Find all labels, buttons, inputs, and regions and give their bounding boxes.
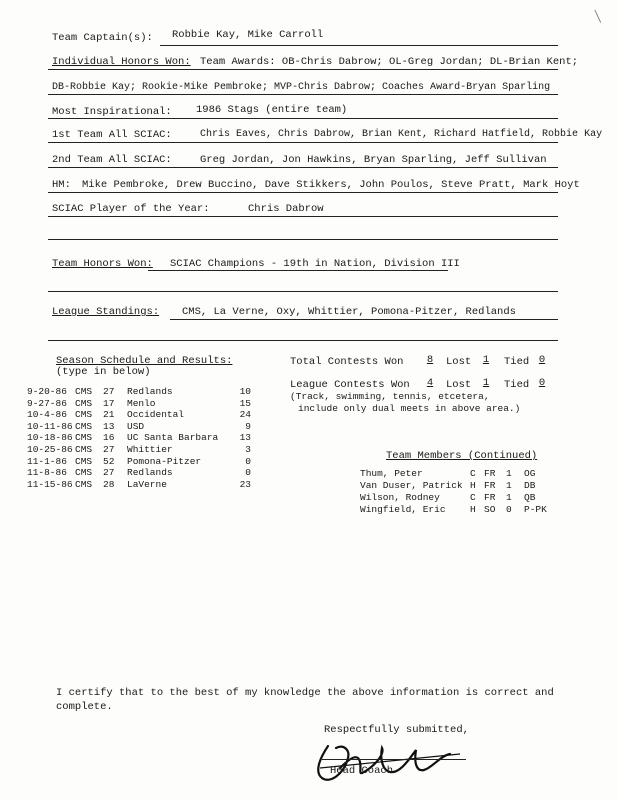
- signature: [300, 728, 470, 786]
- game-opponent: USD: [127, 420, 145, 432]
- league-lost-label: Lost: [446, 379, 472, 391]
- certify-line2: complete.: [56, 701, 113, 713]
- schedule-row: [27, 456, 251, 468]
- game-opp-score: 13: [239, 432, 251, 444]
- game-opp-score: 0: [245, 467, 251, 479]
- total-won: 8: [426, 354, 434, 366]
- league-won: 4: [426, 377, 434, 389]
- member-name: Wilson, Rodney: [360, 492, 440, 503]
- team-captain-label: Team Captain(s):: [52, 32, 153, 44]
- game-date: 11-15-86: [27, 478, 73, 490]
- member-class: FR: [484, 468, 496, 479]
- rule: [48, 142, 558, 143]
- individual-honors-line2: DB-Robbie Kay; Rookie-Mike Pembroke; MVP-Chris Dabrow; Coaches Award-Bryan Sparling: [52, 82, 551, 93]
- game-opponent: LaVerne: [127, 478, 167, 490]
- second-team-label: 2nd Team All SCIAC:: [52, 154, 172, 166]
- game-team: CMS: [75, 455, 93, 467]
- game-score: 13: [103, 420, 115, 432]
- schedule-row: [27, 421, 251, 433]
- scan-mark: [594, 7, 606, 23]
- game-opp-score: 23: [239, 478, 251, 490]
- member-class: SO: [484, 504, 496, 515]
- total-tied-label: Tied: [504, 356, 530, 368]
- most-inspirational-label: Most Inspirational:: [52, 106, 172, 118]
- member-years: 0: [506, 504, 512, 515]
- member-class: FR: [484, 492, 496, 503]
- member-years: 1: [506, 492, 512, 503]
- signature-rule: [322, 759, 466, 760]
- game-opp-score: 24: [239, 409, 251, 421]
- team-member-row: [360, 504, 554, 516]
- member-name: Wingfield, Eric: [360, 504, 446, 515]
- first-team-value: Chris Eaves, Chris Dabrow, Brian Kent, Richard Hatfield, Robbie Kay: [200, 129, 603, 140]
- game-score: 27: [103, 467, 115, 479]
- hm-label: HM:: [52, 179, 71, 191]
- hm-value: Mike Pembroke, Drew Buccino, Dave Stikkers, John Poulos, Steve Pratt, Mark Hoyt: [82, 179, 580, 191]
- member-position: DB: [524, 480, 536, 491]
- schedule-row: [27, 432, 251, 444]
- schedule-row: [27, 479, 251, 491]
- game-date: 11-1-86: [27, 455, 67, 467]
- game-date: 10-18-86: [27, 432, 73, 444]
- game-date: 9-27-86: [27, 397, 67, 409]
- total-tied: 0: [538, 354, 546, 366]
- game-score: 28: [103, 478, 115, 490]
- league-standings-label: League Standings:: [52, 306, 160, 318]
- member-name: Van Duser, Patrick: [360, 480, 463, 491]
- member-status: C: [470, 468, 476, 479]
- member-status: C: [470, 492, 476, 503]
- totals-note-line1: (Track, swimming, tennis, etcetera,: [290, 391, 490, 402]
- game-score: 17: [103, 397, 115, 409]
- game-score: 21: [103, 409, 115, 421]
- member-position: P-PK: [524, 504, 547, 515]
- member-class: FR: [484, 480, 496, 491]
- game-opp-score: 15: [239, 397, 251, 409]
- rule: [48, 69, 558, 70]
- rule: [148, 270, 448, 271]
- head-coach-label: Head Coach: [330, 765, 394, 777]
- game-team: CMS: [75, 397, 93, 409]
- game-date: 10-25-86: [27, 443, 73, 455]
- team-member-row: [360, 468, 554, 480]
- team-members-table: [360, 468, 554, 516]
- game-score: 52: [103, 455, 115, 467]
- game-opponent: Menlo: [127, 397, 156, 409]
- member-years: 1: [506, 468, 512, 479]
- rule: [48, 94, 558, 95]
- game-opponent: Whittier: [127, 443, 173, 455]
- respectfully-submitted: Respectfully submitted,: [324, 724, 469, 736]
- player-of-year-label: SCIAC Player of the Year:: [52, 203, 210, 215]
- game-team: CMS: [75, 409, 93, 421]
- certify-line1: I certify that to the best of my knowledge the above information is correct and: [56, 687, 554, 699]
- game-score: 16: [103, 432, 115, 444]
- schedule-row: [27, 398, 251, 410]
- individual-honors-line1: Team Awards: OB-Chris Dabrow; OL-Greg Jordan; DL-Brian Kent;: [200, 56, 579, 68]
- schedule-row: [27, 409, 251, 421]
- game-score: 27: [103, 386, 115, 397]
- game-opp-score: 0: [245, 455, 251, 467]
- league-tied: 0: [538, 377, 546, 389]
- game-date: 9-20-86: [27, 386, 67, 397]
- rule: [48, 192, 558, 193]
- game-team: CMS: [75, 443, 93, 455]
- total-lost-label: Lost: [446, 356, 472, 368]
- league-lost: 1: [482, 377, 490, 389]
- team-member-row: [360, 492, 554, 504]
- game-opponent: UC Santa Barbara: [127, 432, 219, 444]
- team-member-row: [360, 480, 554, 492]
- rule: [160, 45, 558, 46]
- most-inspirational-value: 1986 Stags (entire team): [196, 104, 348, 116]
- game-opp-score: 10: [239, 386, 251, 397]
- schedule-row: [27, 444, 251, 456]
- game-opponent: Occidental: [127, 409, 185, 421]
- total-contests-label: Total Contests Won: [290, 356, 404, 368]
- totals-note-line2: include only dual meets in above area.): [298, 403, 521, 414]
- total-lost: 1: [482, 354, 490, 366]
- game-opponent: Redlands: [127, 386, 173, 397]
- member-position: QB: [524, 492, 536, 503]
- schedule-subtitle: (type in below): [56, 366, 151, 378]
- league-contests-label: League Contests Won: [290, 379, 410, 391]
- game-team: CMS: [75, 420, 93, 432]
- team-members-title: Team Members (Continued): [386, 450, 538, 462]
- player-of-year-value: Chris Dabrow: [248, 203, 324, 215]
- game-team: CMS: [75, 432, 93, 444]
- individual-honors-label: Individual Honors Won:: [52, 56, 191, 68]
- game-date: 10-4-86: [27, 409, 67, 421]
- game-opp-score: 3: [245, 443, 251, 455]
- game-team: CMS: [75, 467, 93, 479]
- league-standings-value: CMS, La Verne, Oxy, Whittier, Pomona-Pitzer, Redlands: [182, 306, 516, 318]
- member-years: 1: [506, 480, 512, 491]
- team-honors-label: Team Honors Won:: [52, 258, 153, 270]
- rule: [48, 239, 558, 240]
- rule: [48, 340, 558, 341]
- member-position: OG: [524, 468, 536, 479]
- second-team-value: Greg Jordan, Jon Hawkins, Bryan Sparling, Jeff Sullivan: [200, 154, 547, 166]
- league-tied-label: Tied: [504, 379, 530, 391]
- schedule-title: Season Schedule and Results:: [56, 355, 233, 367]
- rule: [48, 291, 558, 292]
- game-date: 11-8-86: [27, 467, 67, 479]
- rule: [48, 216, 558, 217]
- game-opponent: Pomona-Pitzer: [127, 455, 202, 467]
- member-status: H: [470, 480, 476, 491]
- game-team: CMS: [75, 478, 93, 490]
- game-opponent: Redlands: [127, 467, 173, 479]
- schedule-row: [27, 467, 251, 479]
- schedule-table: [27, 386, 251, 490]
- team-captain-value: Robbie Kay, Mike Carroll: [172, 29, 324, 41]
- rule: [48, 167, 558, 168]
- member-status: H: [470, 504, 476, 515]
- team-honors-value: SCIAC Champions - 19th in Nation, Division III: [170, 258, 460, 270]
- game-team: CMS: [75, 386, 93, 397]
- game-opp-score: 9: [245, 420, 251, 432]
- rule: [170, 319, 558, 320]
- game-date: 10-11-86: [27, 420, 73, 432]
- member-name: Thum, Peter: [360, 468, 423, 479]
- game-score: 27: [103, 443, 115, 455]
- rule: [48, 118, 558, 119]
- first-team-label: 1st Team All SCIAC:: [52, 129, 172, 141]
- schedule-row: [27, 386, 251, 398]
